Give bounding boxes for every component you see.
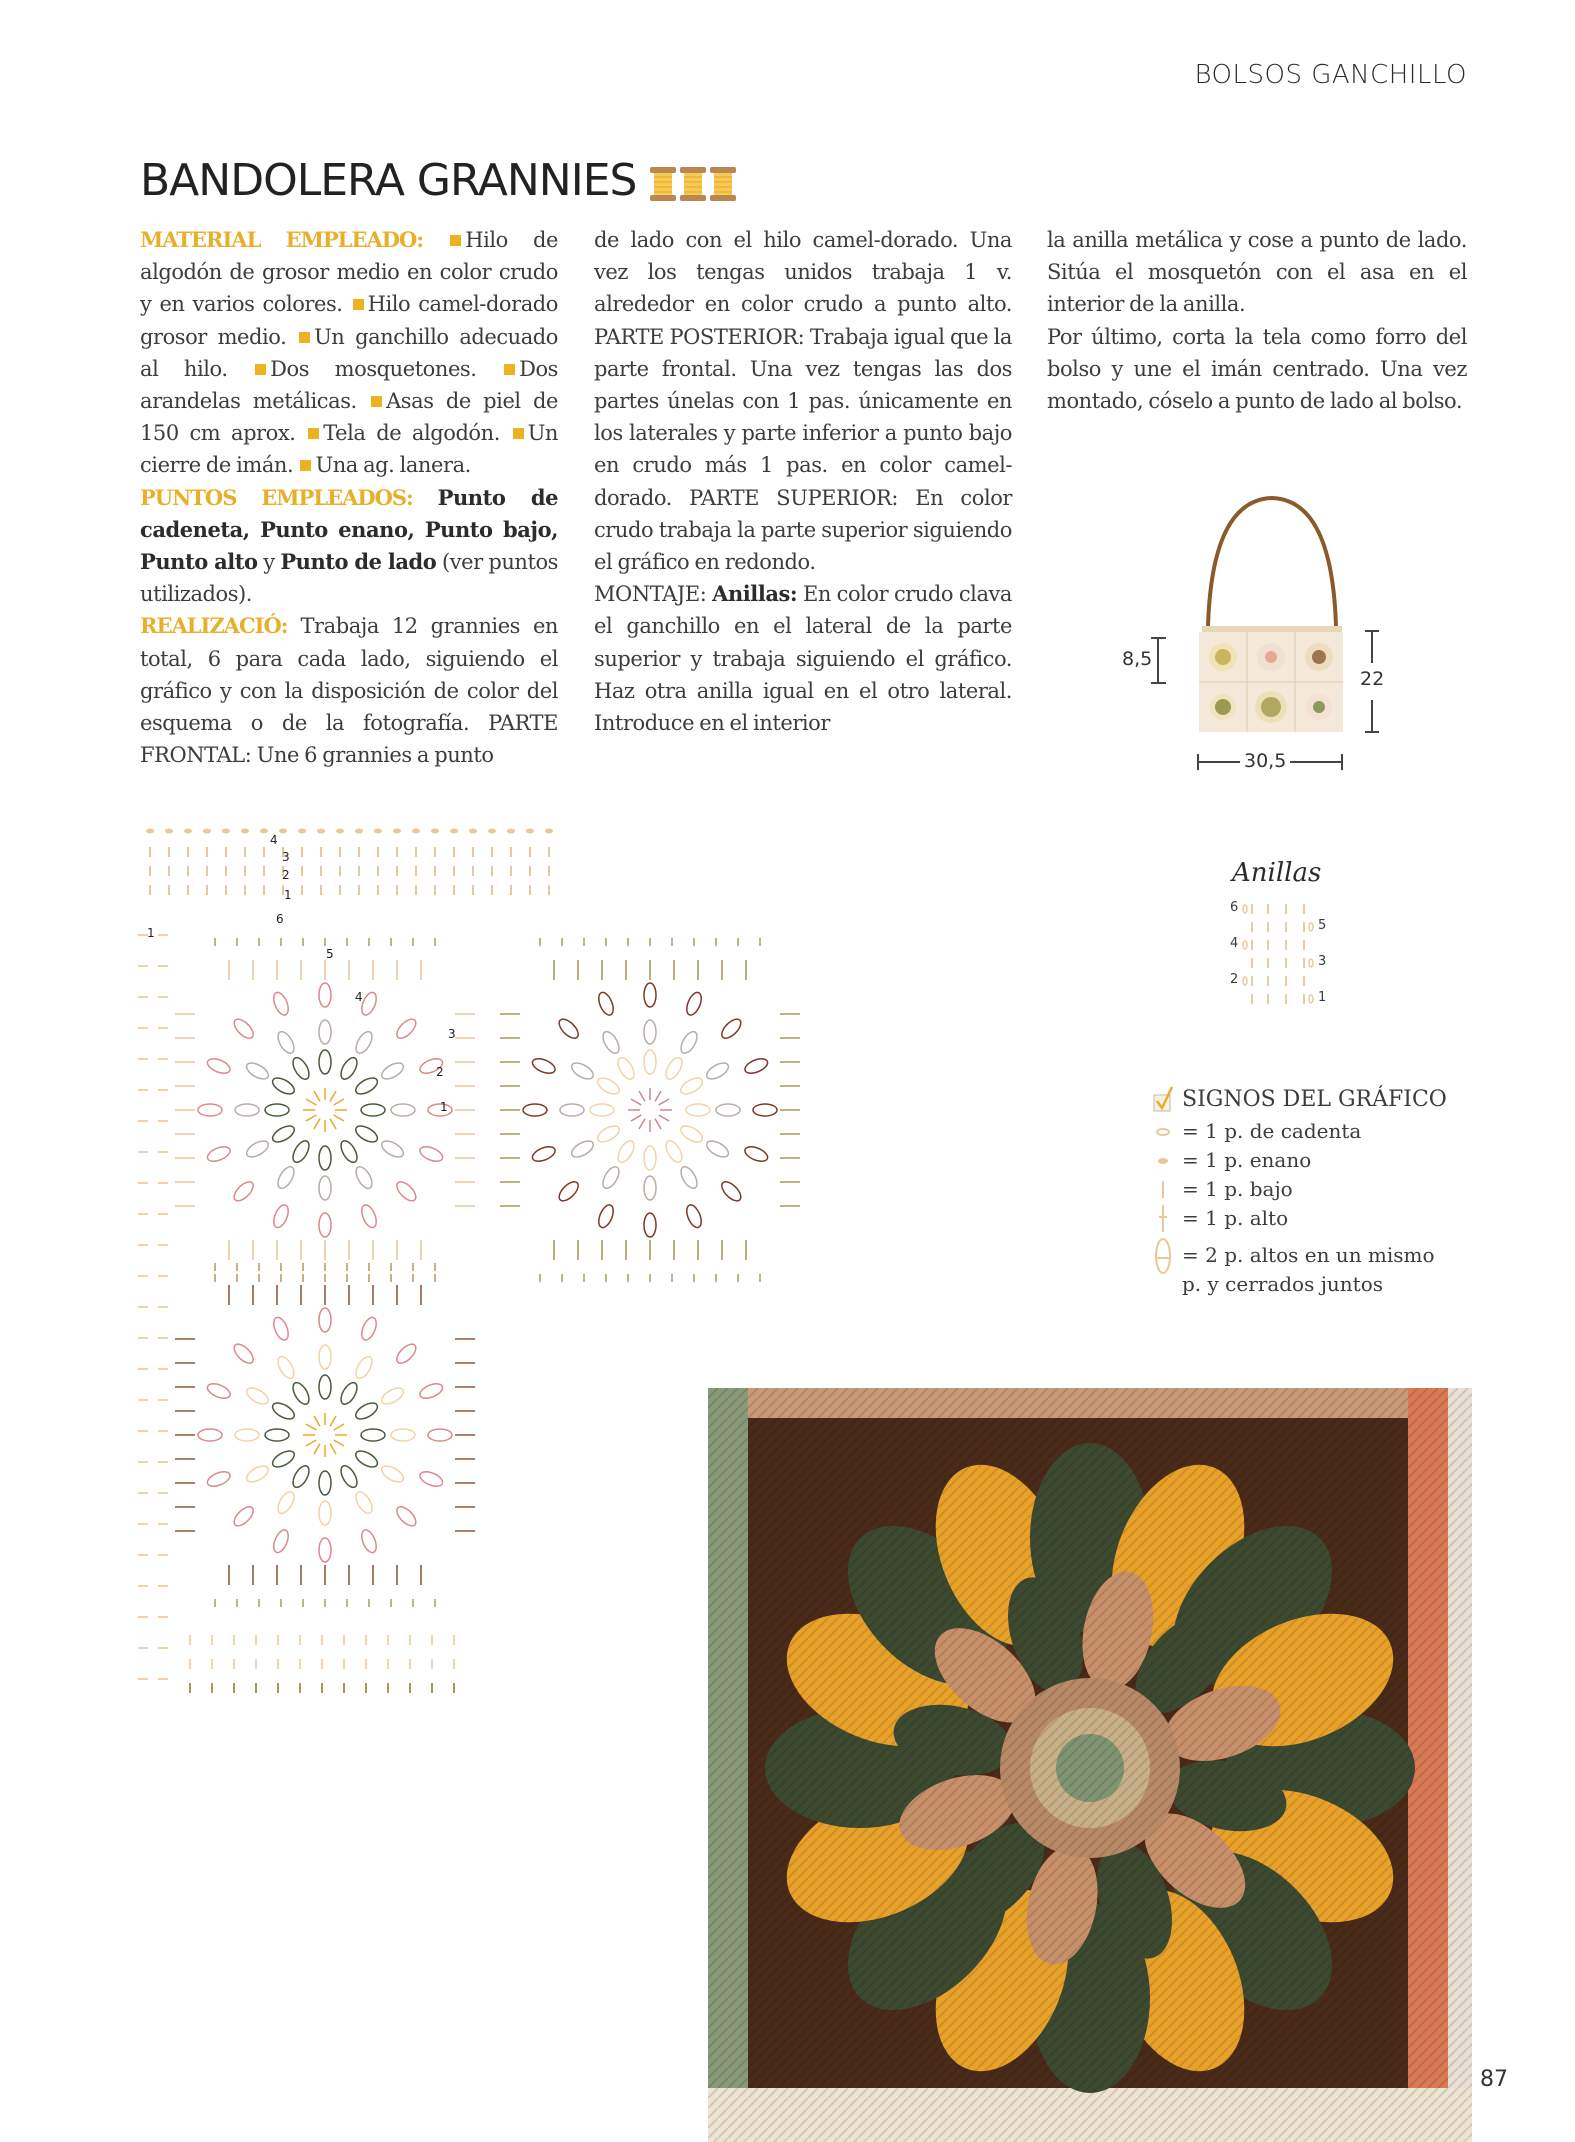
bullet-icon [504, 364, 515, 375]
round-label: 3 [448, 1027, 456, 1041]
slip-stitch [431, 829, 439, 834]
double-crochet-icon [1152, 1203, 1178, 1232]
cluster-stitch [595, 1123, 622, 1145]
cluster-stitch [319, 1146, 331, 1170]
cluster-stitch [270, 1400, 297, 1422]
cluster-stitch [205, 1469, 232, 1489]
material-item: Una ag. lanera. [315, 453, 471, 478]
montaje-text: En color crudo clava el ganchillo en el lateral de la parte superior y trabaja siguiendo el gráfico. Haz otra anilla igual en el otro lateral. Introduce en el interior [594, 582, 1012, 736]
cluster-stitch [198, 1429, 222, 1441]
cluster-stitch [716, 1104, 740, 1116]
cluster-stitch [753, 1104, 777, 1116]
bullet-icon [353, 299, 364, 310]
bag-strap [1208, 498, 1336, 626]
cluster-stitch [235, 1104, 259, 1116]
puntos-label: PUNTOS EMPLEADOS: [140, 484, 413, 510]
cluster-stitch [556, 1179, 581, 1204]
anillas-row-label: 5 [1318, 918, 1327, 933]
cluster-stitch [428, 1429, 452, 1441]
round-label: 4 [355, 990, 363, 1004]
anillas-row-label: 3 [1318, 954, 1327, 969]
cluster-stitch [595, 1075, 622, 1097]
cluster-stitch [319, 1050, 331, 1074]
montaje-label: MONTAJE: [594, 582, 713, 607]
cluster-stitch [319, 1345, 331, 1369]
cluster-stitch [353, 1075, 380, 1097]
double-crochet [314, 1444, 320, 1454]
material-item: Dos arandelas metálicas. [140, 356, 558, 414]
thread-spool-icon [650, 167, 676, 201]
row-label: 1 [147, 926, 155, 940]
difficulty-rating [650, 167, 736, 201]
cluster-stitch [353, 1354, 375, 1381]
legend-item: = 1 p. alto [1182, 1205, 1289, 1230]
material-label: MATERIAL EMPLEADO: [140, 227, 424, 252]
anillas-chart-svg [1230, 900, 1350, 1010]
cluster-stitch [600, 1164, 622, 1191]
anillas-row-label: 1 [1318, 990, 1327, 1005]
material-item: Un cierre de imán. [140, 421, 559, 478]
legend-item: = 1 p. de cadenta [1182, 1118, 1362, 1143]
slip-stitch [393, 829, 401, 834]
cluster-stitch [270, 1448, 297, 1470]
cluster-stitch [244, 1138, 271, 1160]
cluster-stitch [418, 1469, 445, 1489]
cluster-stitch [198, 1104, 222, 1116]
puntos-note: (ver puntos utilizados). [140, 550, 558, 607]
cluster-stitch [265, 1429, 289, 1441]
cluster-stitch [644, 983, 656, 1007]
cluster-stitch [684, 990, 704, 1017]
anillas-title: Anillas [1232, 858, 1322, 888]
cluster-stitch [205, 1381, 232, 1401]
double-crochet [639, 1119, 645, 1129]
cluster-stitch [235, 1429, 259, 1441]
double-crochet [334, 1424, 344, 1430]
cluster-stitch [644, 1176, 656, 1200]
row-label: 4 [270, 833, 278, 847]
row-label: 1 [284, 888, 292, 902]
round-label: 1 [440, 1100, 448, 1114]
cluster-stitch-icon [1152, 1240, 1178, 1269]
double-crochet [659, 1115, 669, 1121]
cluster-stitch [244, 1385, 271, 1407]
double-crochet [659, 1099, 669, 1105]
round-label: 2 [436, 1065, 444, 1079]
cluster-stitch [231, 1341, 256, 1366]
text-column-1 [140, 224, 558, 771]
cluster-stitch [523, 1104, 547, 1116]
row-label: 6 [276, 912, 284, 926]
realizacion-label: REALIZACIÓ: [140, 613, 288, 639]
slip-stitch [507, 829, 515, 834]
cluster-stitch [319, 1375, 331, 1399]
cluster-stitch [644, 1213, 656, 1237]
slip-stitch [545, 829, 553, 834]
page-title: BANDOLERA GRANNIES [140, 155, 637, 206]
cluster-stitch [556, 1016, 581, 1041]
cluster-stitch [596, 1203, 616, 1230]
realizacion-text: Trabaja 12 grannies en total, 6 para cada lado, siguiendo el gráfico y con la disposición de color del esquema o de la fotografía. PARTE FRONTAL: Une 6 grannies a punto [140, 614, 558, 768]
cluster-stitch [205, 1056, 232, 1076]
bullet-icon [450, 235, 461, 246]
slip-stitch [317, 829, 325, 834]
legend-item-continued: p. y cerrados juntos [1182, 1271, 1384, 1296]
cluster-stitch [361, 1429, 385, 1441]
cluster-stitch [530, 1056, 557, 1076]
cluster-stitch [391, 1104, 415, 1116]
double-crochet [330, 1416, 336, 1426]
cluster-stitch [379, 1060, 406, 1082]
cluster-stitch [205, 1144, 232, 1164]
double-crochet [330, 1091, 336, 1101]
double-crochet [314, 1416, 320, 1426]
double-crochet [639, 1091, 645, 1101]
double-crochet [306, 1440, 316, 1446]
cluster-stitch [678, 1029, 700, 1056]
legend-title: SIGNOS DEL GRÁFICO [1182, 1086, 1447, 1112]
double-crochet [631, 1115, 641, 1121]
double-crochet [655, 1119, 661, 1129]
slip-stitch [450, 829, 458, 834]
cluster-stitch [353, 1029, 375, 1056]
cluster-stitch [319, 983, 331, 1007]
slip-stitch [412, 829, 420, 834]
cluster-stitch [319, 1471, 331, 1495]
cluster-stitch [265, 1104, 289, 1116]
cluster-stitch [275, 1029, 297, 1056]
chart-legend [1152, 1082, 1482, 1298]
cluster-stitch [391, 1429, 415, 1441]
title-row [140, 155, 736, 206]
cluster-stitch [338, 1138, 360, 1165]
cluster-stitch [275, 1164, 297, 1191]
puntos-list-2: Punto de lado [280, 549, 437, 575]
cluster-stitch [678, 1164, 700, 1191]
slip-stitch [260, 829, 268, 834]
text-column-2 [594, 224, 1012, 739]
cluster-stitch [684, 1203, 704, 1230]
double-crochet [306, 1424, 316, 1430]
cluster-stitch [231, 1504, 256, 1529]
cluster-stitch [743, 1144, 770, 1164]
slip-stitch [488, 829, 496, 834]
cluster-stitch [353, 1400, 380, 1422]
cluster-stitch [394, 1504, 419, 1529]
material-item: Hilo de algodón de grosor medio en color crudo y en varios colores. [140, 228, 558, 317]
cluster-stitch [394, 1341, 419, 1366]
cluster-stitch [394, 1016, 419, 1041]
cluster-stitch [569, 1138, 596, 1160]
text-column-3 [1047, 224, 1467, 417]
bag-diagram [1100, 490, 1400, 780]
double-crochet [330, 1119, 336, 1129]
anillas-row-label: 4 [1230, 936, 1239, 951]
cluster-stitch [338, 1380, 360, 1407]
cluster-stitch [379, 1463, 406, 1485]
cluster-stitch [530, 1144, 557, 1164]
cluster-stitch [319, 1308, 331, 1332]
cluster-stitch [353, 1489, 375, 1516]
cluster-stitch [600, 1029, 622, 1056]
cluster-stitch [319, 1501, 331, 1525]
cluster-stitch [663, 1138, 685, 1165]
bullet-icon [371, 396, 382, 407]
cluster-stitch [663, 1055, 685, 1082]
cluster-stitch [353, 1448, 380, 1470]
cluster-stitch [271, 990, 291, 1017]
cluster-stitch [615, 1138, 637, 1165]
double-crochet [334, 1440, 344, 1446]
cluster-stitch [353, 1164, 375, 1191]
row-label: 2 [282, 868, 290, 882]
double-crochet [334, 1115, 344, 1121]
puntos-list: Punto de cadeneta, Punto enano, Punto bajo, Punto alto [140, 484, 558, 575]
legend-item: = 1 p. enano [1182, 1147, 1312, 1172]
double-crochet [306, 1099, 316, 1105]
cluster-stitch [275, 1489, 297, 1516]
cluster-stitch [644, 1146, 656, 1170]
legend-item: = 1 p. bajo [1182, 1176, 1293, 1201]
anillas-label: Anillas: [712, 581, 798, 607]
cluster-stitch [290, 1138, 312, 1165]
cluster-stitch [678, 1075, 705, 1097]
double-crochet [655, 1091, 661, 1101]
cluster-stitch [379, 1138, 406, 1160]
cluster-stitch [275, 1354, 297, 1381]
dimension-total-height: 22 [1360, 668, 1385, 690]
checkbox-check-icon [1152, 1085, 1178, 1114]
cluster-stitch [590, 1104, 614, 1116]
cluster-stitch [379, 1385, 406, 1407]
cluster-stitch [560, 1104, 584, 1116]
page-number: 87 [1480, 2067, 1508, 2092]
cluster-stitch [231, 1016, 256, 1041]
anillas-chart [1230, 900, 1350, 1010]
cluster-stitch [719, 1179, 744, 1204]
cluster-stitch [704, 1138, 731, 1160]
anillas-row-label: 6 [1230, 900, 1239, 915]
cluster-stitch [319, 1176, 331, 1200]
cluster-stitch [743, 1056, 770, 1076]
cluster-stitch [359, 1528, 379, 1555]
bag-illustration [1100, 490, 1400, 780]
cluster-stitch [319, 1213, 331, 1237]
cluster-stitch [704, 1060, 731, 1082]
bullet-icon [299, 332, 310, 343]
slip-stitch [469, 829, 477, 834]
cluster-stitch [596, 990, 616, 1017]
cluster-stitch [271, 1528, 291, 1555]
cluster-stitch [231, 1179, 256, 1204]
thread-spool-icon [710, 167, 736, 201]
anillas-row-label: 2 [1230, 972, 1239, 987]
instructions-text: la anilla metálica y cose a punto de lado. Sitúa el mosquetón con el asa en el interior de la anilla. [1047, 228, 1467, 317]
slip-stitch [222, 829, 230, 834]
cluster-stitch [359, 1203, 379, 1230]
bullet-icon [513, 428, 524, 439]
granny-square-photo [708, 1388, 1472, 2142]
cluster-stitch [244, 1060, 271, 1082]
single-crochet-icon [1152, 1174, 1178, 1203]
cluster-stitch [353, 1123, 380, 1145]
cluster-stitch [418, 1144, 445, 1164]
cluster-stitch [615, 1055, 637, 1082]
granny-square-photo-illustration [708, 1388, 1472, 2142]
cluster-stitch [359, 1315, 379, 1342]
cluster-stitch [338, 1463, 360, 1490]
slip-stitch-icon [1152, 1145, 1178, 1174]
row-label: 3 [282, 850, 290, 864]
cluster-stitch [270, 1123, 297, 1145]
cluster-stitch [418, 1381, 445, 1401]
material-item: Dos mosquetones. [270, 356, 477, 381]
double-crochet [334, 1099, 344, 1105]
double-crochet [306, 1115, 316, 1121]
double-crochet [314, 1119, 320, 1129]
double-crochet [330, 1444, 336, 1454]
cluster-stitch [290, 1463, 312, 1490]
slip-stitch [526, 829, 534, 834]
section-header: BOLSOS GANCHILLO [1194, 60, 1467, 90]
slip-stitch [146, 829, 154, 834]
cluster-stitch [319, 1538, 331, 1562]
slip-stitch [165, 829, 173, 834]
cluster-stitch [686, 1104, 710, 1116]
material-item: Tela de algodón. [323, 421, 500, 446]
cluster-stitch [678, 1123, 705, 1145]
round-label: 5 [326, 947, 334, 961]
cluster-stitch [271, 1315, 291, 1342]
cluster-stitch [244, 1463, 271, 1485]
double-crochet [631, 1099, 641, 1105]
slip-stitch [374, 829, 382, 834]
puntos-conj: y [257, 550, 281, 575]
material-item: Hilo camel-dorado grosor medio. [140, 292, 558, 349]
material-item: Un ganchillo adecuado al hilo. [140, 324, 558, 381]
slip-stitch [298, 829, 306, 834]
instructions-text: de lado con el hilo camel-dorado. Una vez los tengas unidos trabaja 1 v. alrededor en color crudo a punto alto. PARTE POSTERIOR: Trabaja igual que la parte frontal. Una vez tengas las dos partes únelas con 1 pas. únicamente en los laterales y parte inferior a punto bajo en crudo más 1 pas. en color camel-dorado. PARTE SUPERIOR: En color crudo trabaja la parte superior siguiendo el gráfico en redondo. [594, 228, 1012, 575]
cluster-stitch [270, 1075, 297, 1097]
cluster-stitch [338, 1055, 360, 1082]
cluster-stitch [271, 1203, 291, 1230]
chain-stitch-icon [1152, 1116, 1178, 1145]
cluster-stitch [290, 1380, 312, 1407]
cluster-stitch [319, 1020, 331, 1044]
material-item: Asas de piel de 150 cm aprox. [140, 389, 558, 446]
cluster-stitch [644, 1020, 656, 1044]
dimension-top-height: 8,5 [1122, 648, 1153, 670]
slip-stitch [203, 829, 211, 834]
slip-stitch [241, 829, 249, 834]
slip-stitch [355, 829, 363, 834]
cluster-stitch [290, 1055, 312, 1082]
dimension-width: 30,5 [1244, 750, 1287, 772]
bullet-icon [300, 460, 311, 471]
double-crochet [314, 1091, 320, 1101]
thread-spool-icon [680, 167, 706, 201]
bullet-icon [255, 364, 266, 375]
cluster-stitch [361, 1104, 385, 1116]
slip-stitch [184, 829, 192, 834]
instructions-text: Por último, corta la tela como forro del bolso y une el imán centrado. Una vez montado, cóselo a punto de lado al bolso. [1047, 324, 1467, 414]
bullet-icon [308, 428, 319, 439]
cluster-stitch [719, 1016, 744, 1041]
legend-item: = 2 p. altos en un mismo [1182, 1242, 1435, 1267]
cluster-stitch [569, 1060, 596, 1082]
cluster-stitch [644, 1050, 656, 1074]
slip-stitch [279, 829, 287, 834]
slip-stitch [336, 829, 344, 834]
cluster-stitch [394, 1179, 419, 1204]
